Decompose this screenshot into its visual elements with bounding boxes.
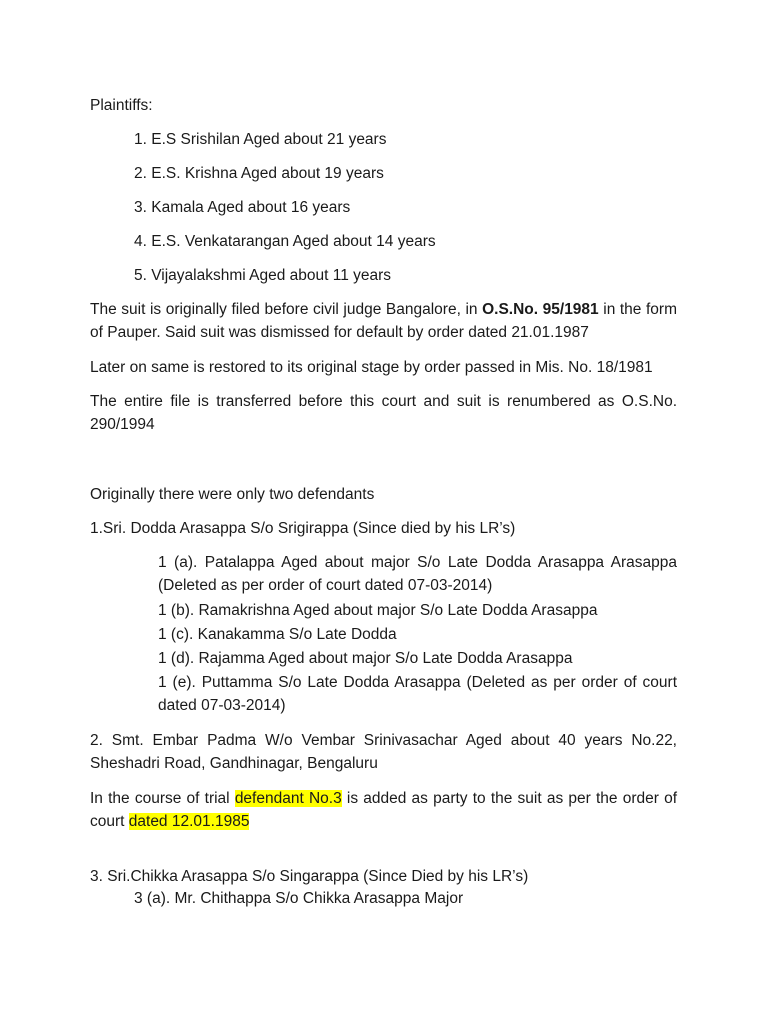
- transferred-paragraph: The entire file is transferred before this court and suit is renumbered as O.S.No. 290/1994: [90, 393, 677, 433]
- plaintiff-item: 5. Vijayalakshmi Aged about 11 years: [134, 267, 392, 284]
- trial-text-1: In the course of trial: [90, 790, 235, 807]
- plaintiff-item: 3. Kamala Aged about 16 years: [134, 199, 351, 216]
- case-number: O.S.No. 95/1981: [482, 301, 599, 318]
- lr-item: 3 (a). Mr. Chithappa S/o Chikka Arasappa Major: [134, 890, 464, 907]
- highlight-defendant-no3: defendant No.3: [234, 790, 342, 807]
- plaintiff-item: 1. E.S Srishilan Aged about 21 years: [134, 131, 387, 148]
- suit-text-post: in the form of Pauper. Said suit was dismissed for default by order dated 21.01.1987: [90, 301, 677, 341]
- restored-paragraph: Later on same is restored to its original stage by order passed in Mis. No. 18/1981: [90, 359, 653, 376]
- defendants-intro: Originally there were only two defendants: [90, 486, 375, 503]
- trial-paragraph: [90, 787, 677, 833]
- lr-item: 1 (c). Kanakamma S/o Late Dodda: [158, 626, 397, 643]
- defendant-2: 2. Smt. Embar Padma W/o Vembar Srinivasachar Aged about 40 years No.22, Sheshadri Road, Gandhinagar, Bengaluru: [90, 732, 677, 772]
- trial-text-2: is added as party to the suit as per the order of court: [90, 790, 678, 830]
- defendant-3: 3. Sri.Chikka Arasappa S/o Singarappa (Since Died by his LR’s): [90, 868, 529, 885]
- highlight-date: dated 12.01.1985: [128, 813, 250, 830]
- suit-paragraph: [90, 298, 677, 344]
- plaintiff-item: 4. E.S. Venkatarangan Aged about 14 years: [134, 233, 436, 250]
- lr-item: 1 (b). Ramakrishna Aged about major S/o Late Dodda Arasappa: [158, 602, 598, 619]
- lr-item: 1 (a). Patalappa Aged about major S/o Late Dodda Arasappa Arasappa (Deleted as per order of court dated 07-03-2014): [158, 554, 677, 594]
- defendant-1: 1.Sri. Dodda Arasappa S/o Srigirappa (Since died by his LR’s): [90, 520, 516, 537]
- plaintiffs-heading: Plaintiffs:: [90, 97, 153, 114]
- plaintiff-item: 2. E.S. Krishna Aged about 19 years: [134, 165, 384, 182]
- suit-text-pre: The suit is originally filed before civil judge Bangalore, in: [90, 301, 483, 318]
- lr-item: 1 (e). Puttamma S/o Late Dodda Arasappa (Deleted as per order of court dated 07-03-2014): [158, 674, 677, 714]
- lr-item: 1 (d). Rajamma Aged about major S/o Late Dodda Arasappa: [158, 650, 573, 667]
